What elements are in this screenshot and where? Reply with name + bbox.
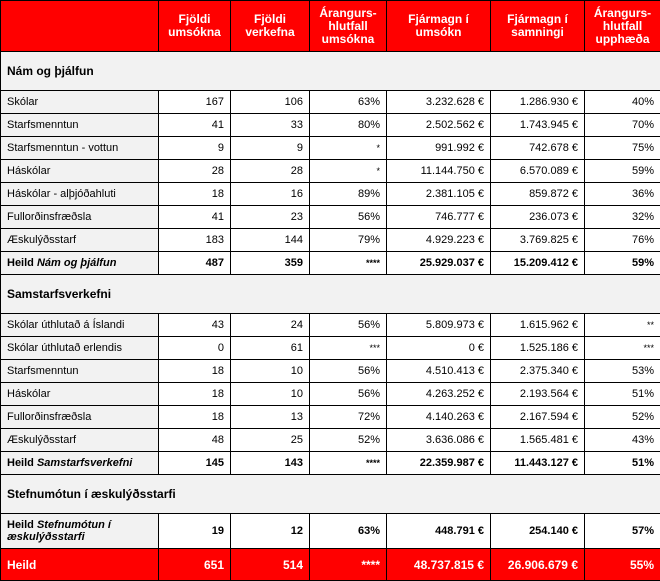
- cell-amount-contract: 1.615.962 €: [491, 314, 585, 337]
- subtotal-section-name: Nám og þjálfun: [37, 257, 116, 269]
- cell-rate-apps: 89%: [310, 183, 387, 206]
- cell-amount-contract: 859.872 €: [491, 183, 585, 206]
- cell-projects: 10: [231, 383, 310, 406]
- cell-amount-applied: 3.232.628 €: [387, 91, 491, 114]
- cell-apps: 0: [159, 337, 231, 360]
- cell-rate-apps: ****: [310, 452, 387, 475]
- cell-projects: 10: [231, 360, 310, 383]
- cell-apps: 183: [159, 229, 231, 252]
- cell-amount-applied: 22.359.987 €: [387, 452, 491, 475]
- cell-amount-applied: 3.636.086 €: [387, 429, 491, 452]
- table-row: [1, 383, 660, 406]
- row-label: Fullorðinsfræðsla: [1, 406, 159, 429]
- cell-rate-amount: 52%: [585, 406, 660, 429]
- cell-projects: 61: [231, 337, 310, 360]
- table-row: [1, 314, 660, 337]
- cell-rate-apps: 56%: [310, 383, 387, 406]
- table-row: [1, 206, 660, 229]
- cell-amount-contract: 254.140 €: [491, 514, 585, 549]
- row-label: Skólar úthlutað erlendis: [1, 337, 159, 360]
- cell-amount-applied: 4.263.252 €: [387, 383, 491, 406]
- grand-total-row: [1, 549, 660, 581]
- table-row: [1, 360, 660, 383]
- cell-rate-apps: 72%: [310, 406, 387, 429]
- table-row: [1, 114, 660, 137]
- cell-rate-amount: 59%: [585, 252, 660, 275]
- cell-amount-contract: 2.193.564 €: [491, 383, 585, 406]
- cell-amount-contract: 11.443.127 €: [491, 452, 585, 475]
- table-row: [1, 91, 660, 114]
- cell-rate-apps: 63%: [310, 514, 387, 549]
- row-label: Æskulýðsstarf: [1, 429, 159, 452]
- cell-apps: 19: [159, 514, 231, 549]
- cell-rate-amount: 51%: [585, 452, 660, 475]
- cell-rate-amount: 53%: [585, 360, 660, 383]
- cell-apps: 18: [159, 183, 231, 206]
- cell-rate-amount: 36%: [585, 183, 660, 206]
- cell-amount-applied: 48.737.815 €: [387, 549, 491, 581]
- cell-rate-apps: ****: [310, 252, 387, 275]
- cell-rate-amount: 59%: [585, 160, 660, 183]
- row-label: Fullorðinsfræðsla: [1, 206, 159, 229]
- header-amount-applied: Fjármagn í umsókn: [387, 1, 491, 52]
- subtotal-label: [1, 252, 159, 275]
- cell-amount-applied: 0 €: [387, 337, 491, 360]
- cell-apps: 48: [159, 429, 231, 452]
- cell-rate-amount: 76%: [585, 229, 660, 252]
- cell-amount-contract: 15.209.412 €: [491, 252, 585, 275]
- cell-amount-applied: 2.502.562 €: [387, 114, 491, 137]
- cell-amount-contract: 2.167.594 €: [491, 406, 585, 429]
- cell-rate-amount: 75%: [585, 137, 660, 160]
- cell-amount-applied: 4.140.263 €: [387, 406, 491, 429]
- cell-amount-applied: 746.777 €: [387, 206, 491, 229]
- cell-amount-applied: 2.381.105 €: [387, 183, 491, 206]
- row-label: Starfsmenntun: [1, 360, 159, 383]
- cell-amount-contract: 26.906.679 €: [491, 549, 585, 581]
- cell-rate-apps: ****: [310, 549, 387, 581]
- cell-rate-amount: 55%: [585, 549, 660, 581]
- cell-rate-apps: *: [310, 137, 387, 160]
- section-title: Samstarfsverkefni: [1, 275, 660, 314]
- table-row: [1, 183, 660, 206]
- cell-projects: 144: [231, 229, 310, 252]
- cell-apps: 167: [159, 91, 231, 114]
- table-row: [1, 160, 660, 183]
- row-label: Háskólar - alþjóðahluti: [1, 183, 159, 206]
- header-num-applications: Fjöldi umsókna: [159, 1, 231, 52]
- cell-apps: 487: [159, 252, 231, 275]
- cell-rate-amount: 32%: [585, 206, 660, 229]
- cell-rate-apps: 56%: [310, 206, 387, 229]
- cell-rate-amount: ***: [585, 337, 660, 360]
- cell-apps: 18: [159, 383, 231, 406]
- subtotal-prefix: Heild: [7, 457, 34, 469]
- cell-rate-amount: 40%: [585, 91, 660, 114]
- cell-rate-apps: 80%: [310, 114, 387, 137]
- section-header: [1, 475, 660, 514]
- cell-rate-apps: 56%: [310, 314, 387, 337]
- cell-rate-apps: 79%: [310, 229, 387, 252]
- cell-apps: 9: [159, 137, 231, 160]
- cell-amount-contract: 1.743.945 €: [491, 114, 585, 137]
- header-blank: [1, 1, 159, 52]
- cell-amount-contract: 1.286.930 €: [491, 91, 585, 114]
- subtotal-row: [1, 514, 660, 549]
- cell-amount-contract: 1.525.186 €: [491, 337, 585, 360]
- cell-amount-applied: 448.791 €: [387, 514, 491, 549]
- section-header: [1, 275, 660, 314]
- cell-amount-applied: 4.929.223 €: [387, 229, 491, 252]
- cell-amount-contract: 236.073 €: [491, 206, 585, 229]
- cell-rate-amount: 51%: [585, 383, 660, 406]
- cell-rate-apps: *: [310, 160, 387, 183]
- cell-amount-applied: 991.992 €: [387, 137, 491, 160]
- row-label: Starfsmenntun - vottun: [1, 137, 159, 160]
- subtotal-prefix: Heild: [7, 519, 34, 531]
- header-success-rate-applications: Árangurs-hlutfall umsókna: [310, 1, 387, 52]
- cell-amount-applied: 11.144.750 €: [387, 160, 491, 183]
- cell-amount-contract: 3.769.825 €: [491, 229, 585, 252]
- row-label: Skólar: [1, 91, 159, 114]
- section-title: Nám og þjálfun: [1, 52, 660, 91]
- cell-apps: 18: [159, 360, 231, 383]
- cell-projects: 16: [231, 183, 310, 206]
- section-title: Stefnumótun í æskulýðsstarfi: [1, 475, 660, 514]
- cell-projects: 106: [231, 91, 310, 114]
- cell-projects: 23: [231, 206, 310, 229]
- subtotal-prefix: Heild: [7, 257, 34, 269]
- row-label: Æskulýðsstarf: [1, 229, 159, 252]
- cell-rate-amount: **: [585, 314, 660, 337]
- cell-rate-apps: 52%: [310, 429, 387, 452]
- subtotal-row: [1, 252, 660, 275]
- cell-apps: 651: [159, 549, 231, 581]
- header-amount-contract: Fjármagn í samningi: [491, 1, 585, 52]
- cell-amount-contract: 742.678 €: [491, 137, 585, 160]
- table-row: [1, 406, 660, 429]
- cell-projects: 33: [231, 114, 310, 137]
- cell-projects: 359: [231, 252, 310, 275]
- cell-projects: 9: [231, 137, 310, 160]
- cell-projects: 143: [231, 452, 310, 475]
- cell-apps: 43: [159, 314, 231, 337]
- row-label: Háskólar: [1, 383, 159, 406]
- cell-rate-apps: 56%: [310, 360, 387, 383]
- table-row: [1, 137, 660, 160]
- cell-rate-apps: 63%: [310, 91, 387, 114]
- subtotal-section-name: Stefnumótun í æskulýðsstarfi: [7, 519, 111, 543]
- cell-amount-contract: 1.565.481 €: [491, 429, 585, 452]
- cell-apps: 18: [159, 406, 231, 429]
- header-num-projects: Fjöldi verkefna: [231, 1, 310, 52]
- cell-projects: 24: [231, 314, 310, 337]
- table-row: [1, 229, 660, 252]
- cell-amount-applied: 5.809.973 €: [387, 314, 491, 337]
- cell-rate-amount: 70%: [585, 114, 660, 137]
- cell-amount-applied: 25.929.037 €: [387, 252, 491, 275]
- row-label: Skólar úthlutað á Íslandi: [1, 314, 159, 337]
- cell-rate-apps: ***: [310, 337, 387, 360]
- header-row: [1, 1, 660, 52]
- row-label: Starfsmenntun: [1, 114, 159, 137]
- cell-apps: 41: [159, 114, 231, 137]
- subtotal-section-name: Samstarfsverkefni: [37, 457, 132, 469]
- subtotal-label: [1, 514, 159, 549]
- row-label: Háskólar: [1, 160, 159, 183]
- subtotal-row: [1, 452, 660, 475]
- grand-total-label: Heild: [1, 549, 159, 581]
- cell-amount-contract: 6.570.089 €: [491, 160, 585, 183]
- table-row: [1, 429, 660, 452]
- cell-projects: 28: [231, 160, 310, 183]
- section-header: [1, 52, 660, 91]
- cell-projects: 25: [231, 429, 310, 452]
- cell-rate-amount: 57%: [585, 514, 660, 549]
- cell-apps: 28: [159, 160, 231, 183]
- cell-projects: 12: [231, 514, 310, 549]
- cell-projects: 13: [231, 406, 310, 429]
- cell-amount-applied: 4.510.413 €: [387, 360, 491, 383]
- subtotal-label: [1, 452, 159, 475]
- cell-apps: 41: [159, 206, 231, 229]
- cell-rate-amount: 43%: [585, 429, 660, 452]
- cell-projects: 514: [231, 549, 310, 581]
- cell-apps: 145: [159, 452, 231, 475]
- table-row: [1, 337, 660, 360]
- header-success-rate-amount: Árangurs-hlutfall upphæða: [585, 1, 660, 52]
- cell-amount-contract: 2.375.340 €: [491, 360, 585, 383]
